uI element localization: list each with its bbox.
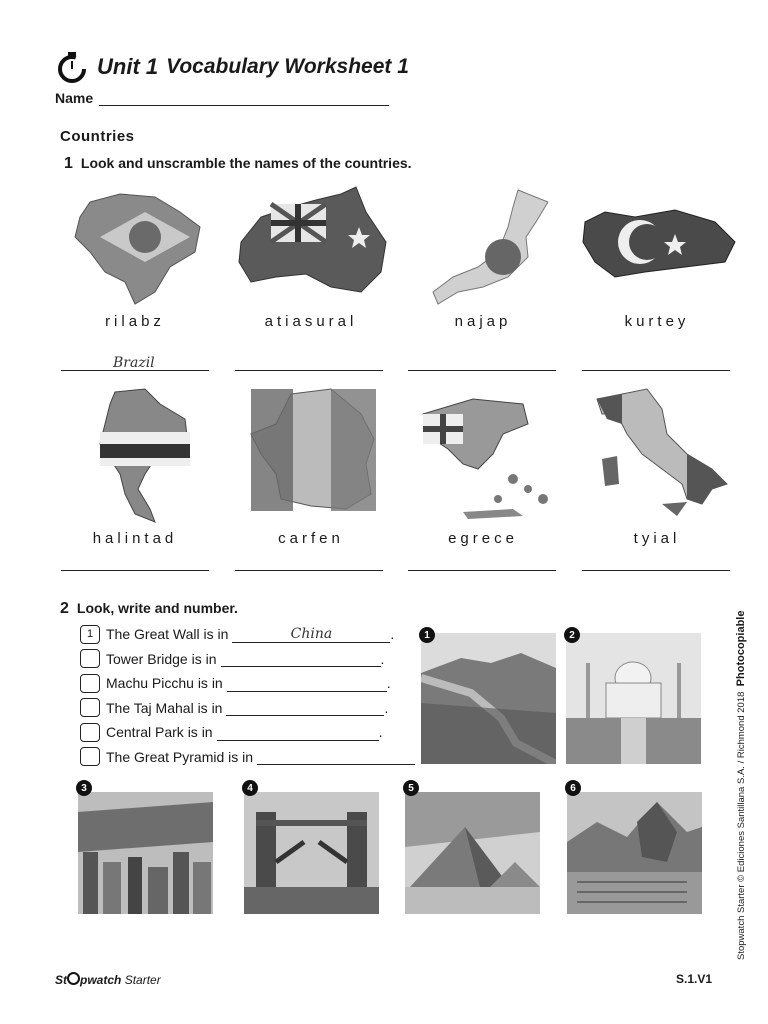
stopwatch-icon <box>55 50 89 84</box>
answer-field[interactable] <box>408 570 556 571</box>
taj-mahal-photo-icon <box>566 633 701 764</box>
scrambled-word: atiasural <box>264 313 358 330</box>
central-park-photo-icon <box>78 792 213 914</box>
answer-field[interactable] <box>61 570 209 571</box>
footer-logo: St pwatch Starter <box>55 973 161 987</box>
answer-field[interactable] <box>226 699 384 716</box>
answer-field[interactable]: China <box>232 626 390 643</box>
answer-field[interactable] <box>227 675 387 692</box>
worksheet-title <box>55 50 409 84</box>
exercise1-instruction: 1 Look and unscramble the names of the countries. <box>64 155 412 172</box>
list-item: The Taj Mahal is in . <box>80 696 415 721</box>
list-item: Central Park is in . <box>80 720 415 745</box>
france-map-icon <box>236 384 386 524</box>
answer-field[interactable]: Brazil <box>61 370 209 371</box>
scrambled-word: carfen <box>278 530 344 547</box>
country-item <box>50 384 220 547</box>
photo-number-badge: 5 <box>403 780 419 796</box>
photo-number-badge: 1 <box>419 627 435 643</box>
country-item <box>50 182 220 330</box>
answer-field[interactable] <box>257 748 415 765</box>
list-item: 1 The Great Wall is in China . <box>80 622 415 647</box>
scrambled-word: kurtey <box>624 313 690 330</box>
number-box[interactable] <box>80 674 100 693</box>
stopwatch-icon <box>67 972 80 985</box>
scrambled-word: tyial <box>633 530 681 547</box>
photo-number-badge: 4 <box>242 780 258 796</box>
country-item <box>572 182 742 330</box>
greece-map-icon <box>403 384 563 524</box>
photo-number-badge: 2 <box>564 627 580 643</box>
name-row <box>55 90 389 106</box>
scrambled-word: rilabz <box>105 313 165 330</box>
name-field[interactable] <box>99 91 389 106</box>
number-box[interactable] <box>80 698 100 717</box>
turkey-map-icon <box>575 182 740 307</box>
scrambled-word: halintad <box>92 530 178 547</box>
country-item <box>398 182 568 330</box>
australia-map-icon <box>231 182 391 307</box>
scrambled-word: najap <box>454 313 512 330</box>
japan-map-icon <box>408 182 558 307</box>
list-item: The Great Pyramid is in <box>80 745 415 770</box>
list-item: Machu Picchu is in . <box>80 671 415 696</box>
unit-label: Unit 1 <box>97 54 159 79</box>
name-label: Name <box>55 90 94 106</box>
page-code: S.1.V1 <box>676 972 713 986</box>
exercise2-list <box>80 622 415 769</box>
machu-picchu-photo-icon <box>567 792 702 914</box>
list-item: Tower Bridge is in . <box>80 647 415 672</box>
answer-field[interactable] <box>582 570 730 571</box>
copyright-text: Stopwatch Starter © Ediciones Santillana S.A. / Richmond 2018 Photocopiable <box>735 610 747 960</box>
photo-number-badge: 3 <box>76 780 92 796</box>
answer-field[interactable] <box>408 370 556 371</box>
answer-field[interactable] <box>217 724 379 741</box>
answer-field[interactable] <box>582 370 730 371</box>
great-wall-photo-icon <box>421 633 556 764</box>
thailand-map-icon <box>60 384 210 524</box>
number-box[interactable] <box>80 723 100 742</box>
scrambled-word: egrece <box>448 530 518 547</box>
answer-field[interactable] <box>235 370 383 371</box>
country-item <box>398 384 568 547</box>
number-box[interactable]: 1 <box>80 625 100 644</box>
exercise2-instruction: 2 Look, write and number. <box>60 600 238 617</box>
answer-field[interactable] <box>235 570 383 571</box>
country-item <box>572 384 742 547</box>
answer-field[interactable] <box>221 650 381 667</box>
country-item <box>226 182 396 330</box>
worksheet-name: Vocabulary Worksheet 1 <box>166 55 409 78</box>
country-item <box>226 384 396 547</box>
section-title: Countries <box>60 128 135 145</box>
italy-map-icon <box>577 384 737 524</box>
number-box[interactable] <box>80 649 100 668</box>
number-box[interactable] <box>80 747 100 766</box>
tower-bridge-photo-icon <box>244 792 379 914</box>
photo-number-badge: 6 <box>565 780 581 796</box>
photocopiable-label: Photocopiable <box>735 610 747 687</box>
brazil-map-icon <box>60 182 210 307</box>
pyramid-photo-icon <box>405 792 540 914</box>
